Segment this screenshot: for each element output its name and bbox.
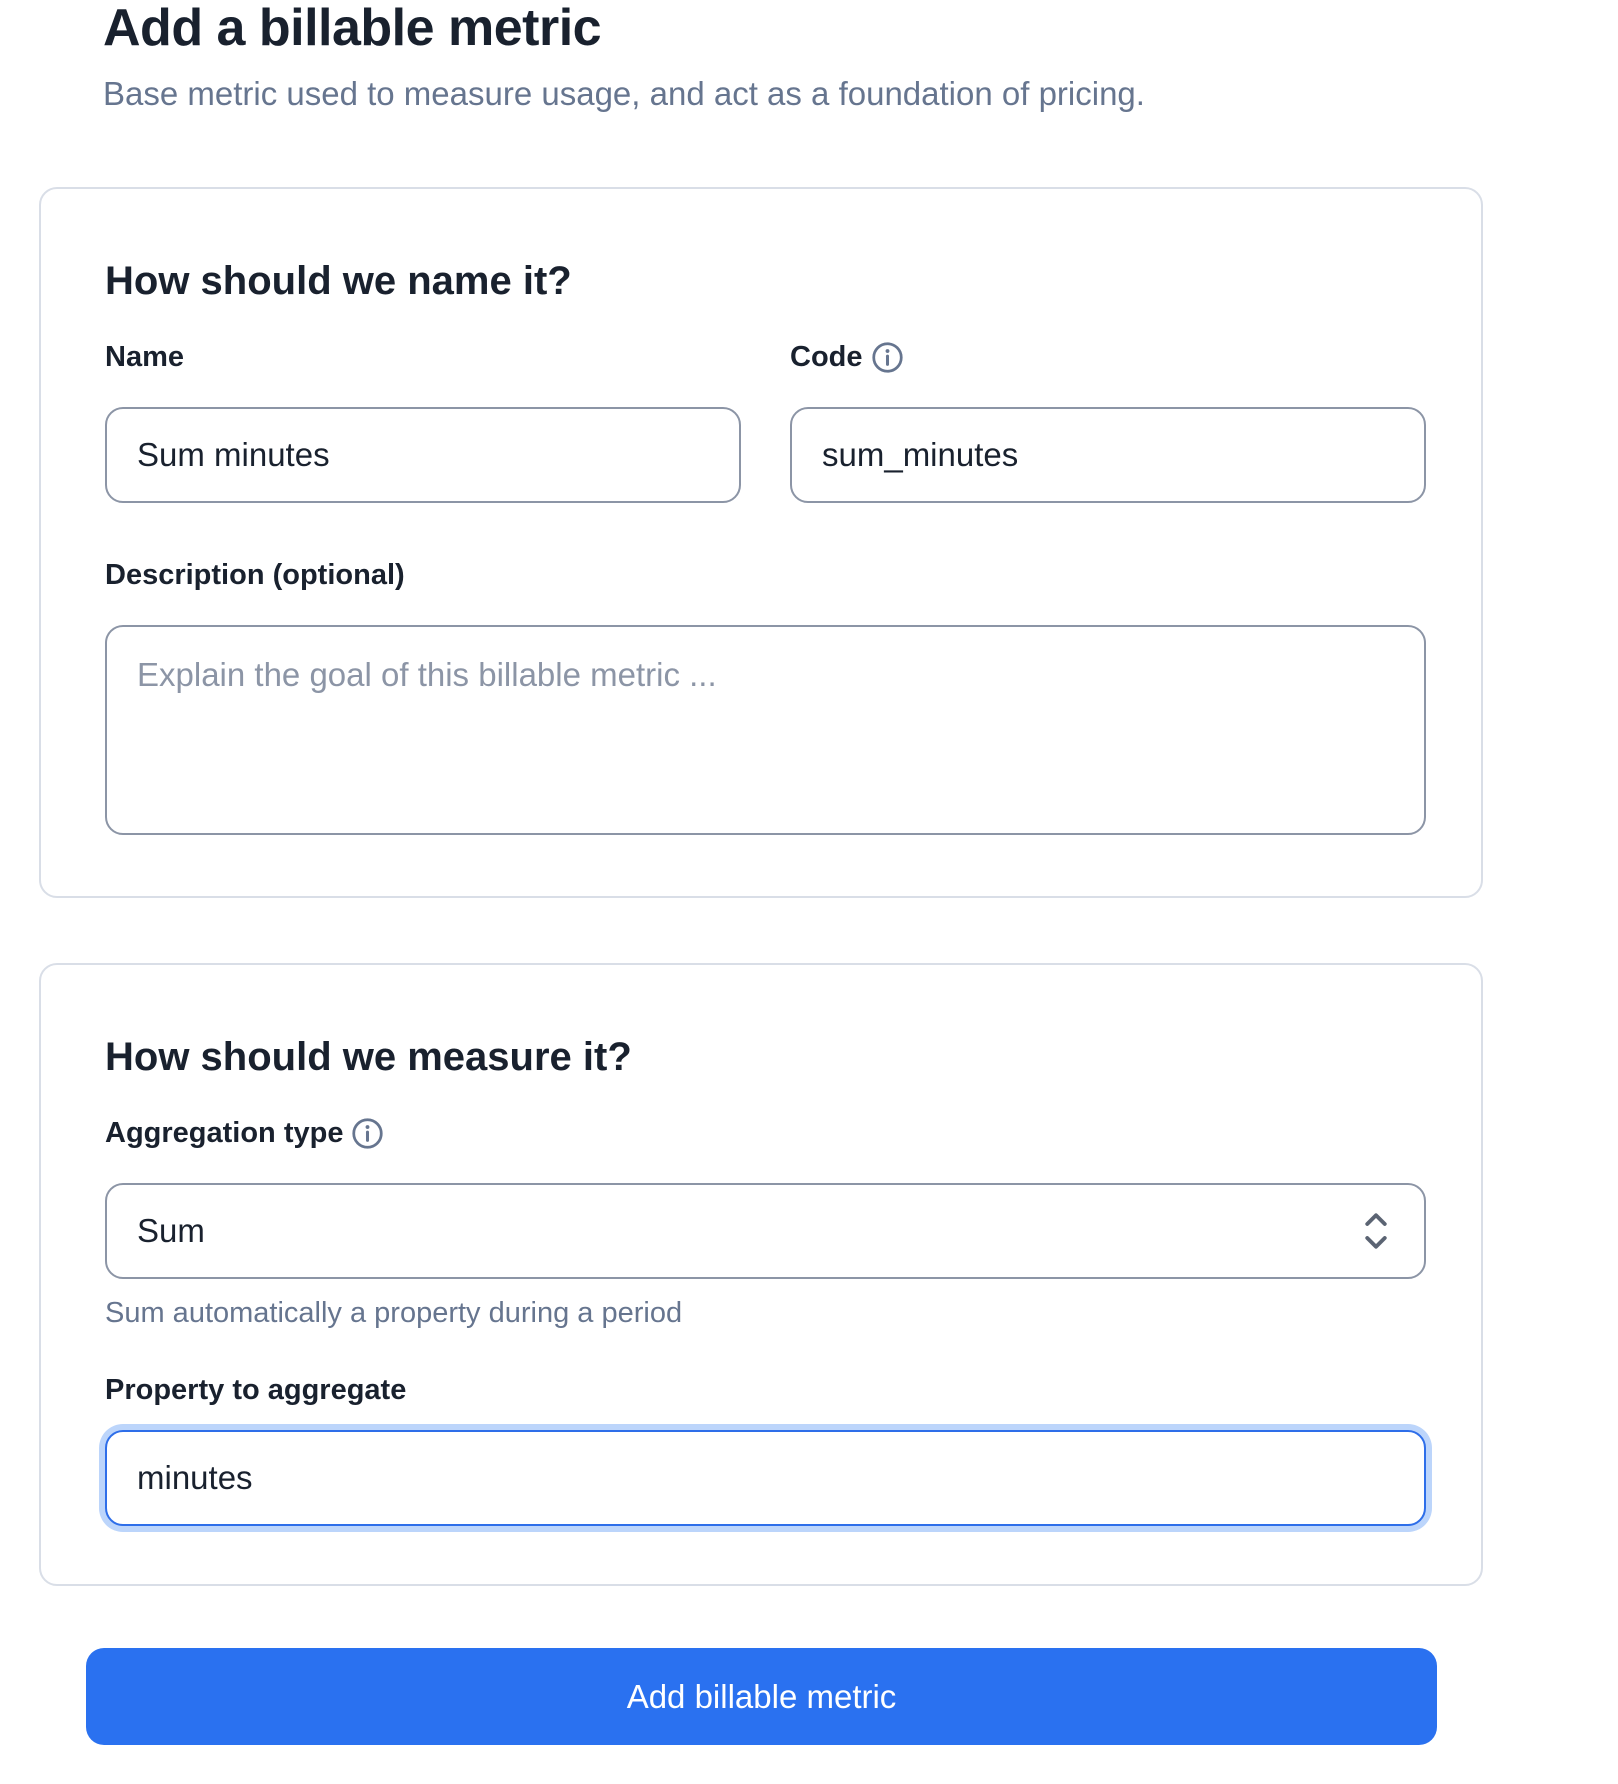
code-label-text: Code [790,341,863,373]
chevrons-up-down-icon [1362,1210,1390,1252]
info-circle-icon[interactable] [351,1117,384,1150]
aggregation-type-label [105,1115,384,1151]
description-label-text: Description (optional) [105,559,405,591]
description-label [105,557,405,593]
description-textarea[interactable] [105,625,1426,835]
name-label [105,339,184,375]
aggregation-type-value: Sum [137,1212,205,1249]
aggregation-type-select[interactable] [105,1183,1426,1279]
code-input[interactable] [790,407,1426,503]
naming-card [39,187,1483,898]
name-label-text: Name [105,341,184,373]
page-subtitle: Base metric used to measure usage, and act as a foundation of pricing. [103,75,1145,112]
property-label [105,1372,406,1408]
measure-section-title: How should we measure it? [105,1035,632,1079]
naming-section-title: How should we name it? [105,259,572,303]
info-circle-icon[interactable] [871,341,904,374]
property-input[interactable] [105,1430,1426,1526]
page-title: Add a billable metric [103,0,602,57]
add-billable-metric-button[interactable]: Add billable metric [86,1648,1437,1745]
aggregation-helper-text: Sum automatically a property during a period [105,1297,683,1329]
aggregation-type-label-text: Aggregation type [105,1117,344,1149]
code-label [790,339,904,375]
name-input[interactable] [105,407,741,503]
measure-card [39,963,1483,1586]
property-label-text: Property to aggregate [105,1374,407,1406]
